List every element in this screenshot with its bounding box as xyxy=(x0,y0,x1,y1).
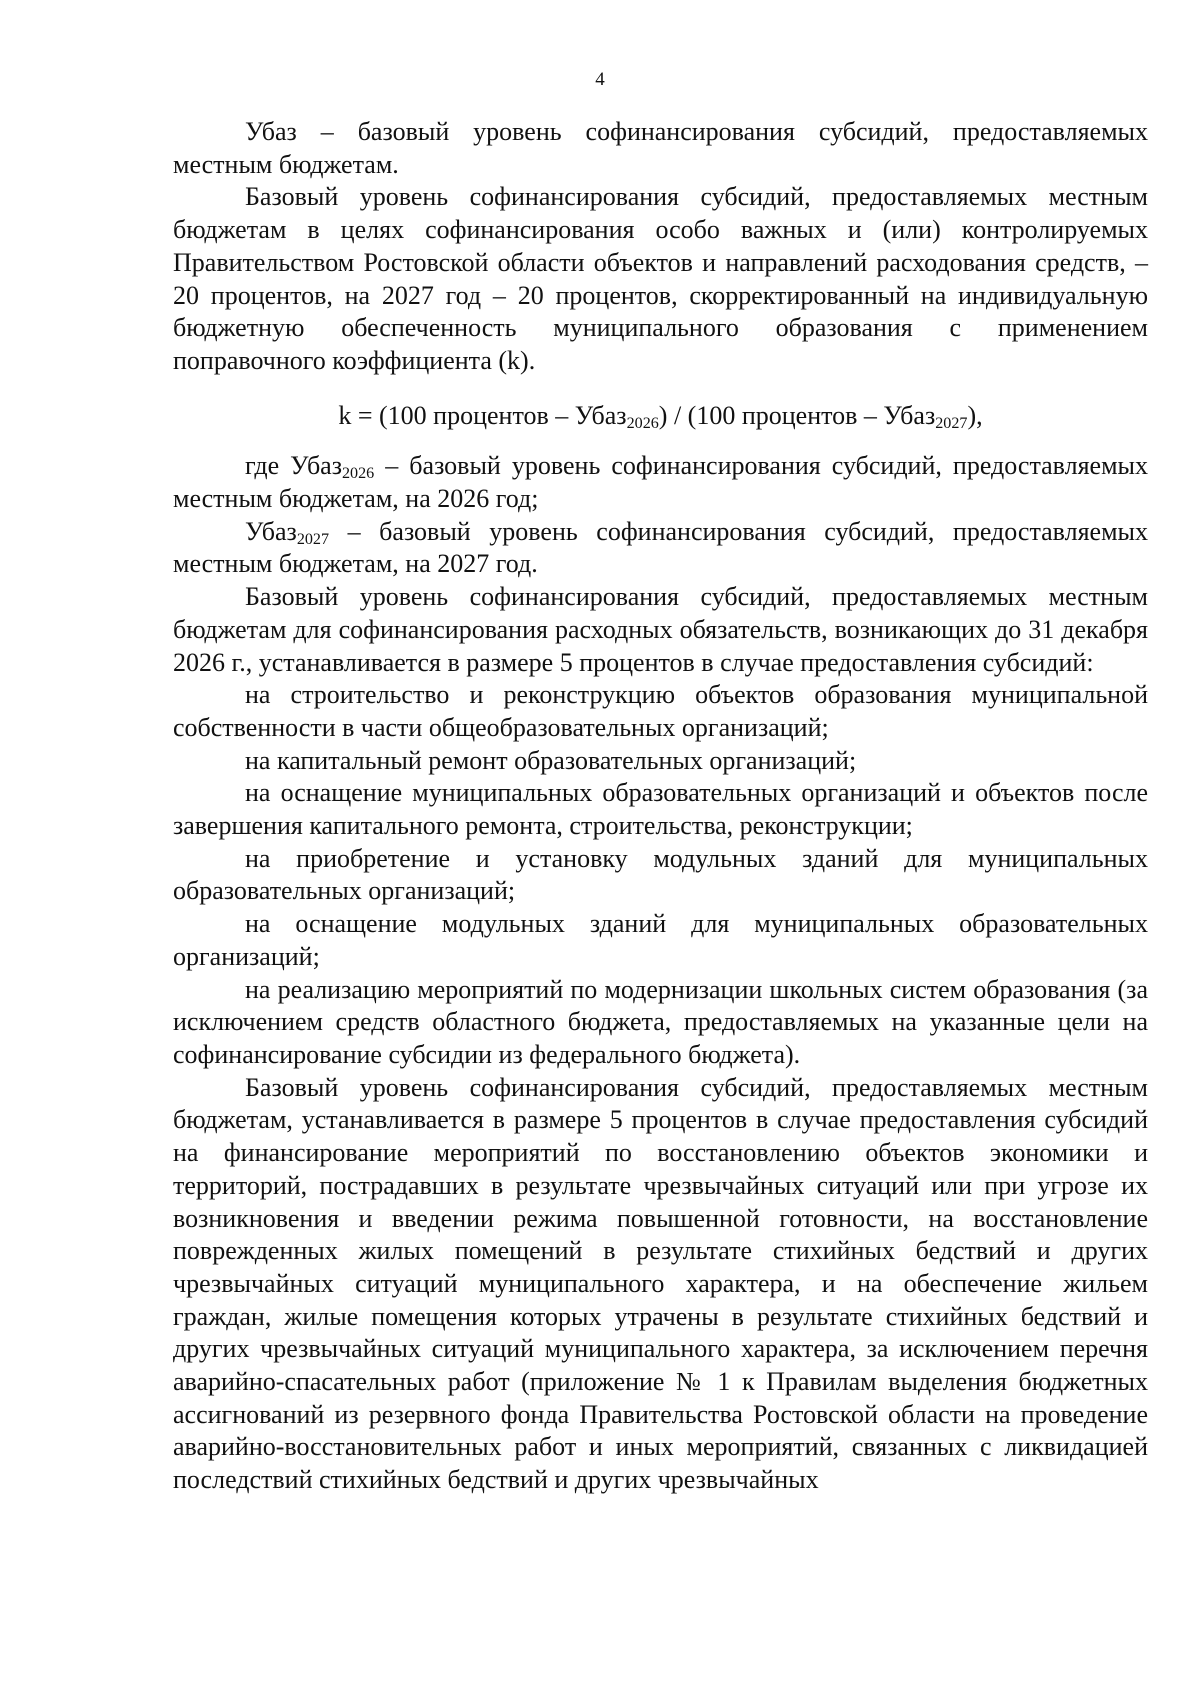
list-item-capital-repair: на капитальный ремонт образовательных организаций; xyxy=(245,745,857,775)
definition-prefix: где Убаз xyxy=(245,451,342,481)
page-number: 4 xyxy=(595,69,605,90)
document-body xyxy=(173,116,1148,1497)
paragraph-ubaz-definition: Убаз – базовый уровень софинансирования субсидий, предоставляемых местным бюджетам. xyxy=(173,117,1148,179)
list-item-school-modernization: на реализацию мероприятий по модернизации школьных систем образования (за исключением средств областного бюджета, предоставляемых на указанные цели на софинансирование субсидии из федерального бюджета). xyxy=(173,974,1148,1069)
formula-part-2: ) / (100 процентов – Убаз xyxy=(658,400,936,430)
definition-prefix: Убаз xyxy=(245,516,297,546)
definition-ubaz-2027 xyxy=(173,516,1148,581)
paragraph-base-level-5-percent-emergency: Базовый уровень софинансирования субсидий, предоставляемых местным бюджетам, устанавливается в размере 5 процентов в случае предоставления субсидий на финансирование мероприятий по восстановлению объектов экономики и территорий, пострадавших в результате чрезвычайных ситуаций или при угрозе их возникновения и введении режима повышенной готовности, на восстановление поврежденных жилых помещений в результате стихийных бедствий и других чрезвычайных ситуаций муниципального характера, и на обеспечение жильем граждан, жилые помещения которых утрачены в результате стихийных бедствий и других чрезвычайных ситуаций муниципального характера, за исключением перечня аварийно-спасательных работ (приложение № 1 к Правилам выделения бюджетных ассигнований из резервного фонда Правительства Ростовской области на проведение аварийно-восстановительных работ и иных мероприятий, связанных с ликвидацией последствий стихийных бедствий и других чрезвычайных xyxy=(173,1072,1148,1495)
list-item-modular-buildings-equipment: на оснащение модульных зданий для муниципальных образовательных организаций; xyxy=(173,909,1148,971)
paragraph-base-level-important-objects: Базовый уровень софинансирования субсидий, предоставляемых местным бюджетам в целях софинансирования особо важных и (или) контролируемых Правительством Ростовской области объектов и направлений расходования средств, – 20 процентов, на 2027 год – 20 процентов, скорректированный на индивидуальную бюджетную обеспеченность муниципального образования с применением поправочного коэффициента (k). xyxy=(173,182,1148,375)
list-item-modular-buildings-purchase: на приобретение и установку модульных зданий для муниципальных образовательных организаций; xyxy=(173,843,1148,906)
correction-coefficient-formula xyxy=(173,400,1148,433)
definition-text: – базовый уровень софинансирования субсидий, предоставляемых местным бюджетам, на 2026 год; xyxy=(173,451,1148,514)
formula-part-3: ), xyxy=(967,400,983,430)
definition-text: – базовый уровень софинансирования субсидий, предоставляемых местным бюджетам, на 2027 год. xyxy=(173,516,1148,579)
list-item-construction: на строительство и реконструкцию объектов образования муниципальной собственности в части общеобразовательных организаций; xyxy=(173,680,1148,742)
formula-part-1: k = (100 процентов – Убаз xyxy=(338,400,627,430)
formula-subscript-2: 2027 xyxy=(935,414,968,432)
formula-subscript-1: 2026 xyxy=(626,414,659,432)
list-item-equipment: на оснащение муниципальных образовательных организаций и объектов после завершения капитального ремонта, строительства, реконструкции; xyxy=(173,778,1148,841)
paragraph-base-level-5-percent-education: Базовый уровень софинансирования субсидий, предоставляемых местным бюджетам для софинансирования расходных обязательств, возникающих до 31 декабря 2026 г., устанавливается в размере 5 процентов в случае предоставления субсидий: xyxy=(173,582,1148,677)
definition-subscript: 2027 xyxy=(296,530,330,548)
definition-ubaz-2026 xyxy=(173,450,1148,515)
definition-subscript: 2026 xyxy=(342,465,375,483)
